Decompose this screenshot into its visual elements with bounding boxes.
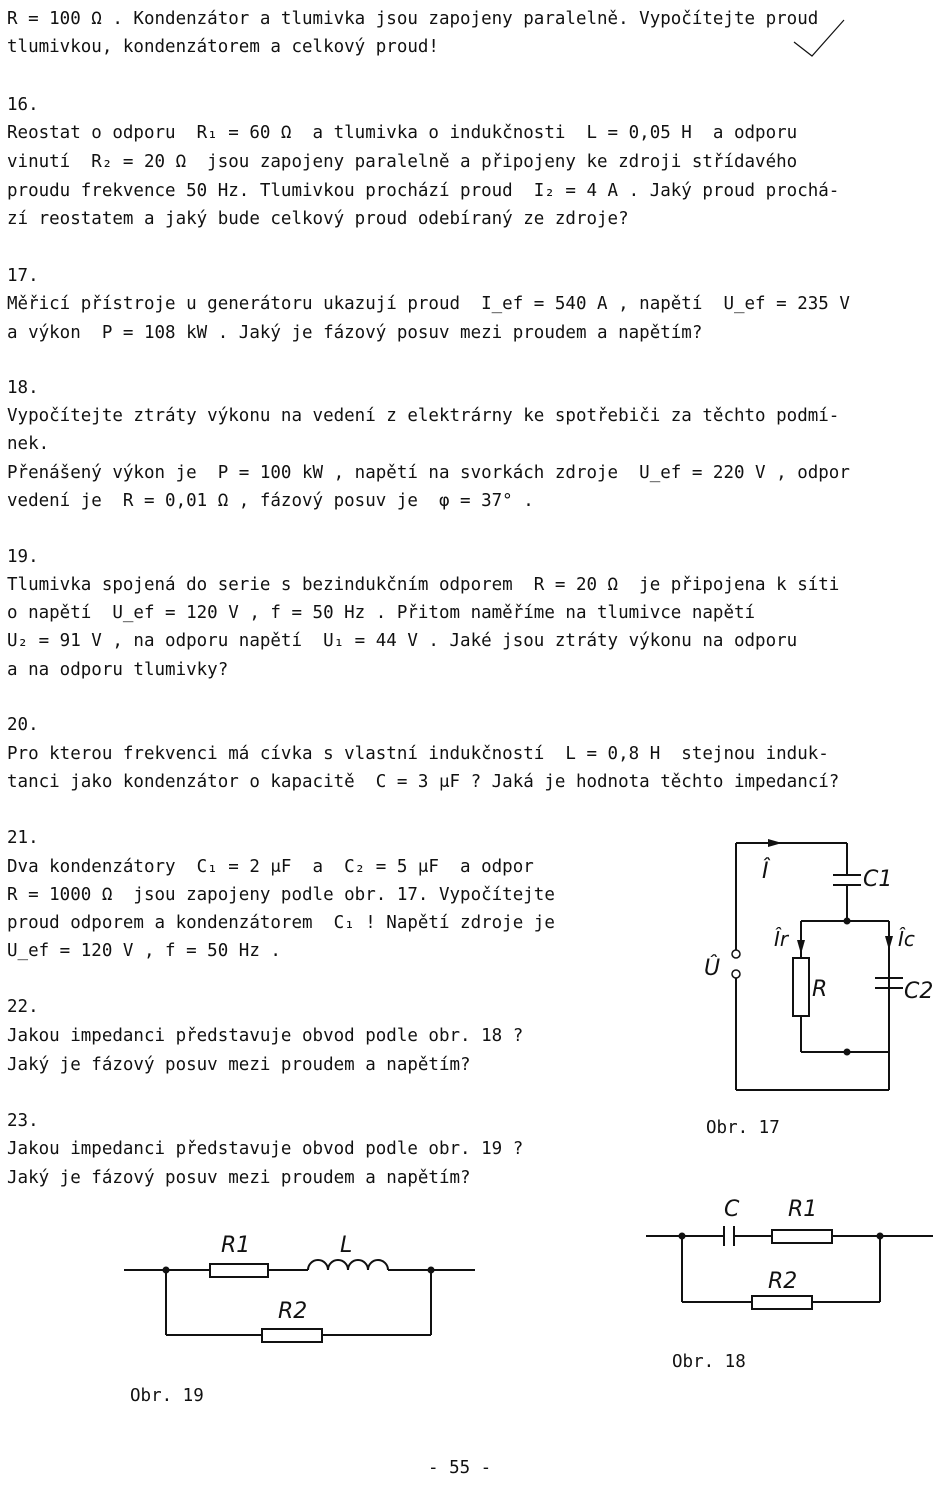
problem-17-line-1: Měřicí přístroje u generátoru ukazují proud I_ef = 540 A , napětí U_ef = 235 V — [7, 294, 850, 314]
problem-21-line-1: Dva kondenzátory C₁ = 2 μF a C₂ = 5 μF a odpor — [7, 857, 534, 877]
problem-22-line-1: Jakou impedanci představuje obvod podle obr. 18 ? — [7, 1026, 524, 1046]
problem-16-line-1: Reostat o odporu R₁ = 60 Ω a tlumivka o indukčnosti L = 0,05 H a odporu — [7, 123, 798, 143]
problem-21-line-4: U_ef = 120 V , f = 50 Hz . — [7, 941, 281, 961]
figure-19-caption: Obr. 19 — [130, 1386, 204, 1406]
fig17-label-voltage: Û — [704, 956, 721, 981]
problem-17-number: 17. — [7, 266, 39, 286]
check-mark-icon — [790, 8, 850, 68]
figure-18-circuit — [640, 1190, 939, 1320]
problem-20-number: 20. — [7, 715, 39, 735]
problem-22-number: 22. — [7, 997, 39, 1017]
problem-19-line-4: a na odporu tlumivky? — [7, 660, 229, 680]
problem-19-line-1: Tlumivka spojená do serie s bezindukčním odporem R = 20 Ω je připojena k síti — [7, 575, 840, 595]
problem-23-number: 23. — [7, 1111, 39, 1131]
problem-20-line-2: tanci jako kondenzátor o kapacitě C = 3 μF ? Jaká je hodnota těchto impedancí? — [7, 772, 840, 792]
intro-line-2: tlumivkou, kondenzátorem a celkový proud! — [7, 37, 439, 57]
problem-18-line-2: nek. — [7, 434, 50, 454]
fig19-label-l: L — [340, 1233, 353, 1258]
figure-17-circuit — [690, 830, 939, 1110]
fig17-label-c2: C2 — [904, 979, 934, 1004]
problem-19-line-3: U₂ = 91 V , na odporu napětí U₁ = 44 V . Jaké jsou ztráty výkonu na odporu — [7, 631, 798, 651]
fig18-label-c: C — [724, 1197, 740, 1222]
fig19-label-r1: R1 — [221, 1233, 251, 1258]
fig17-label-current-c: Îc — [898, 927, 915, 951]
problem-16-line-2: vinutí R₂ = 20 Ω jsou zapojeny paralelně a připojeny ke zdroji střídavého — [7, 152, 798, 172]
fig18-label-r1: R1 — [788, 1197, 818, 1222]
problem-18-line-1: Vypočítejte ztráty výkonu na vedení z elektrárny ke spotřebiči za těchto podmí- — [7, 406, 840, 426]
figure-17-caption: Obr. 17 — [706, 1118, 780, 1138]
problem-17-line-2: a výkon P = 108 kW . Jaký je fázový posuv mezi proudem a napětím? — [7, 323, 703, 343]
problem-20-line-1: Pro kterou frekvenci má cívka s vlastní indukčností L = 0,8 H stejnou induk- — [7, 744, 829, 764]
problem-23-line-1: Jakou impedanci představuje obvod podle obr. 19 ? — [7, 1139, 524, 1159]
fig17-label-current-r: Îr — [774, 927, 789, 951]
fig17-label-current-total: Î — [762, 859, 769, 884]
problem-18-line-3: Přenášený výkon je P = 100 kW , napětí na svorkách zdroje U_ef = 220 V , odpor — [7, 463, 850, 483]
problem-21-number: 21. — [7, 828, 39, 848]
fig17-label-c1: C1 — [863, 867, 893, 892]
problem-21-line-2: R = 1000 Ω jsou zapojeny podle obr. 17. Vypočítejte — [7, 885, 555, 905]
problem-19-number: 19. — [7, 547, 39, 567]
problem-18-number: 18. — [7, 378, 39, 398]
intro-line-1: R = 100 Ω . Kondenzátor a tlumivka jsou zapojeny paralelně. Vypočítejte proud — [7, 9, 819, 29]
figure-19-circuit — [118, 1226, 483, 1346]
problem-16-line-4: zí reostatem a jaký bude celkový proud odebíraný ze zdroje? — [7, 209, 629, 229]
page-number: - 55 - — [428, 1458, 492, 1478]
problem-16-number: 16. — [7, 95, 39, 115]
fig19-label-r2: R2 — [278, 1299, 308, 1324]
figure-18-caption: Obr. 18 — [672, 1352, 746, 1372]
problem-22-line-2: Jaký je fázový posuv mezi proudem a napětím? — [7, 1055, 471, 1075]
problem-19-line-2: o napětí U_ef = 120 V , f = 50 Hz . Přitom naměříme na tlumivce napětí — [7, 603, 756, 623]
fig17-label-r: R — [812, 977, 828, 1002]
problem-18-line-4: vedení je R = 0,01 Ω , fázový posuv je φ = 37° . — [7, 491, 534, 511]
problem-16-line-3: proudu frekvence 50 Hz. Tlumivkou prochází proud I₂ = 4 A . Jaký proud prochá- — [7, 181, 840, 201]
problem-23-line-2: Jaký je fázový posuv mezi proudem a napětím? — [7, 1168, 471, 1188]
problem-21-line-3: proud odporem a kondenzátorem C₁ ! Napětí zdroje je — [7, 913, 555, 933]
fig18-label-r2: R2 — [768, 1269, 798, 1294]
